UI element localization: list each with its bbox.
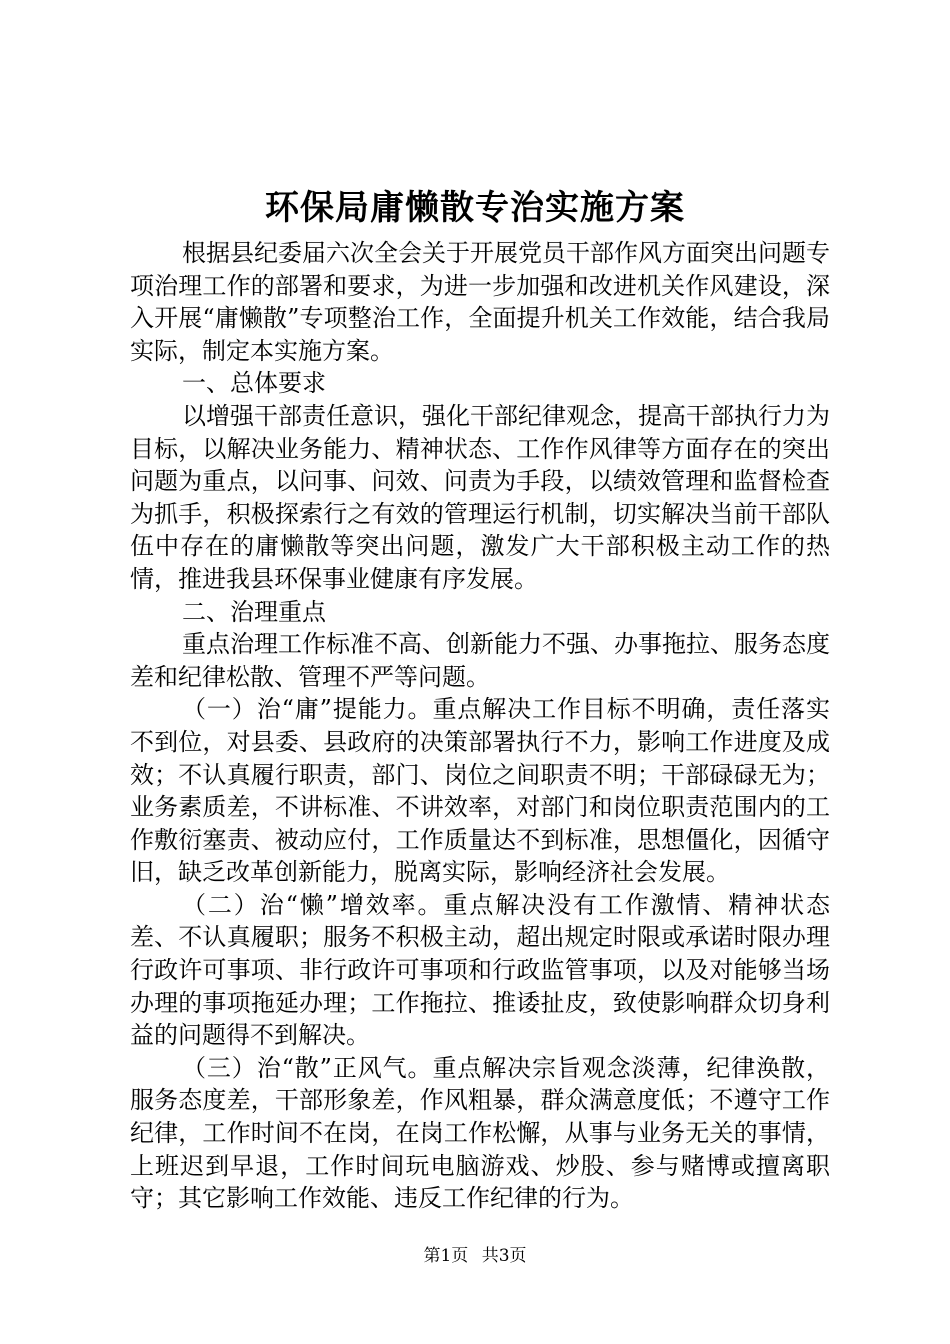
page-footer bbox=[0, 1244, 950, 1268]
general-requirements-paragraph: 以增强干部责任意识，强化干部纪律观念，提高干部执行力为目标，以解决业务能力、精神状态、工作作风律等方面存在的突出问题为重点，以问事、问效、问责为手段，以绩效管理和监督检查为抓手，积极探索行之有效的管理运行机制，切实解决当前干部队伍中存在的庸懒散等突出问题，激发广大干部积极主动工作的热情，推进我县环保事业健康有序发展。 bbox=[130, 401, 830, 593]
intro-paragraph: 根据县纪委届六次全会关于开展党员干部作风方面突出问题专项治理工作的部署和要求，为进一步加强和改进机关作风建设，深入开展“庸懒散”专项整治工作，全面提升机关工作效能，结合我局实际，制定本实施方案。 bbox=[130, 239, 830, 365]
document-body bbox=[130, 237, 830, 1215]
subsection-mediocrity-paragraph: （一）治“庸”提能力。重点解决工作目标不明确，责任落实不到位，对县委、县政府的决策部署执行不力，影响工作进度及成效；不认真履行职责，部门、岗位之间职责不明；干部碌碌无为；业务素质差，不讲标准、不讲效率，对部门和岗位职责范围内的工作敷衍塞责、被动应付，工作质量达不到标准，思想僵化，因循守旧，缺乏改革创新能力，脱离实际，影响经济社会发展。 bbox=[130, 695, 830, 887]
document-title: 环保局庸懒散专治实施方案 bbox=[265, 188, 685, 228]
page-total: 共3页 bbox=[481, 1246, 527, 1266]
key-points-paragraph: 重点治理工作标准不高、创新能力不强、办事拖拉、服务态度差和纪律松散、管理不严等问题。 bbox=[130, 630, 830, 691]
page-number: 第1页 bbox=[423, 1246, 469, 1266]
section-heading-general-requirements: 一、总体要求 bbox=[182, 369, 326, 398]
subsection-laxity-paragraph: （三）治“散”正风气。重点解决宗旨观念淡薄，纪律涣散，服务态度差，干部形象差，作风粗暴，群众满意度低；不遵守工作纪律，工作时间不在岗，在岗工作松懈，从事与业务无关的事情，上班迟到早退，工作时间玩电脑游戏、炒股、参与赌博或擅离职守；其它影响工作效能、违反工作纪律的行为。 bbox=[130, 1053, 830, 1213]
section-heading-key-points: 二、治理重点 bbox=[182, 597, 326, 626]
subsection-laziness-paragraph: （二）治“懒”增效率。重点解决没有工作激情、精神状态差、不认真履职；服务不积极主动，超出规定时限或承诺时限办理行政许可事项、非行政许可事项和行政监管事项，以及对能够当场办理的事项拖延办理；工作拖拉、推诿扯皮，致使影响群众切身利益的问题得不到解决。 bbox=[130, 890, 830, 1050]
